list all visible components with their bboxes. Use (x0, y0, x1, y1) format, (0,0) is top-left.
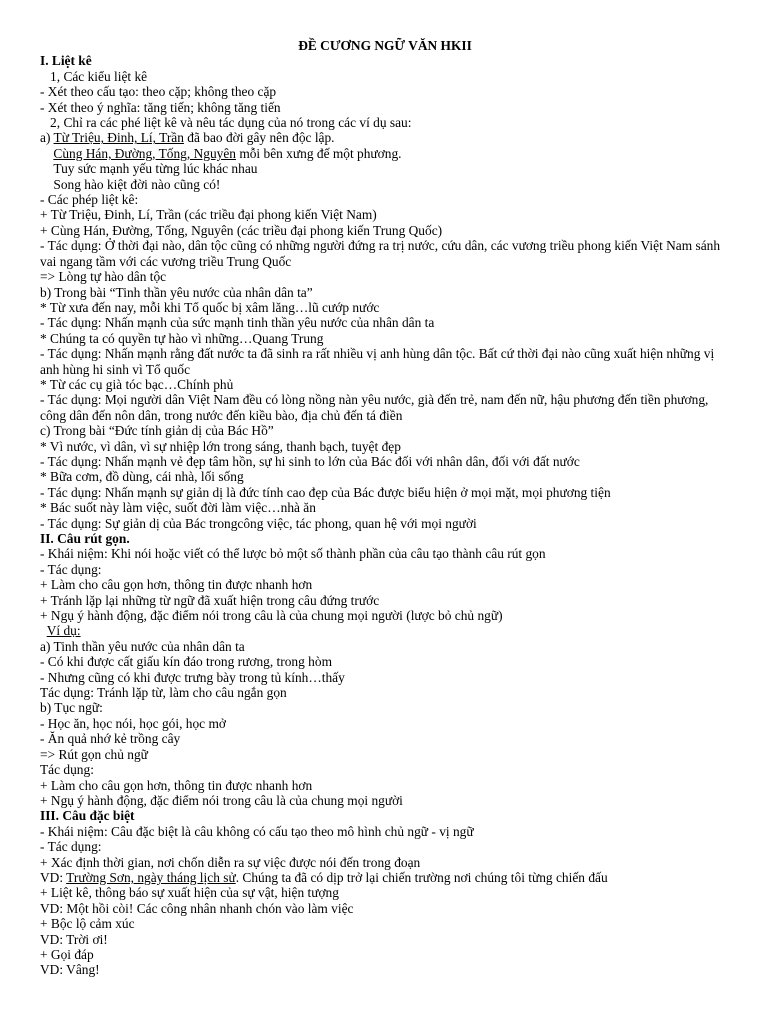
text-segment: - Tác dụng: (40, 561, 102, 577)
text-line (40, 69, 730, 84)
text-line (40, 346, 730, 377)
text-segment: + Xác định thời gian, nơi chốn diễn ra sự việc được nói đến trong đoạn (40, 854, 421, 870)
text-line (40, 962, 730, 977)
text-segment: - Học ăn, học nói, học gói, học mở (40, 715, 226, 731)
text-segment: - Tác dụng: Nhấn mạnh của sức mạnh tinh thần yêu nước của nhân dân ta (40, 315, 435, 331)
text-segment: - Xét theo ý nghĩa: tăng tiến; không tăng tiến (40, 99, 281, 115)
text-segment: b) Tục ngữ: (40, 700, 103, 716)
page-title: ĐỀ CƯƠNG NGỮ VĂN HKII (298, 38, 472, 53)
text-line (40, 839, 730, 854)
text-line (40, 500, 730, 515)
text-segment: đã bao đời gây nên độc lập. (183, 130, 335, 146)
text-segment: - Tác dụng: Sự giản dị của Bác trongcông việc, tác phong, quan hệ với mọi người (40, 515, 477, 531)
section-heading (40, 531, 730, 546)
text-line (40, 855, 730, 870)
text-line (40, 439, 730, 454)
text-segment: - Tác dụng: Ở thời đại nào, dân tộc cũng có những người đứng ra trị nước, cứu dân, các vương triều phong kiến Việt Nam sánh vai ngang tầm với các vương triều Trung Quốc (40, 238, 724, 269)
text-segment: - Có khi được cất giấu kín đáo trong rương, trong hòm (40, 654, 332, 670)
text-line (40, 392, 730, 423)
text-segment: - Các phép liệt kê: (40, 192, 139, 208)
text-line (40, 562, 730, 577)
text-segment: VD: Vâng! (40, 962, 100, 978)
text-segment: 2, Chỉ ra các phé liệt kê và nêu tác dụng của nó trong các ví dụ sau: (40, 115, 412, 131)
text-segment: Song hào kiệt đời nào cũng có! (40, 176, 221, 192)
text-segment: . Chúng ta đã có dịp trở lại chiến trường nơi chúng tôi từng chiến đấu (235, 869, 608, 885)
text-line (40, 762, 730, 777)
text-line (40, 793, 730, 808)
bold-text: III. Câu đặc biệt (40, 808, 135, 824)
text-line (40, 115, 730, 130)
text-line (40, 300, 730, 315)
text-segment: - Ăn quả nhớ kẻ trồng cây (40, 731, 181, 747)
text-segment: Tác dụng: Tránh lặp từ, làm cho câu ngắn gọn (40, 685, 287, 701)
text-segment: b) Trong bài “Tinh thần yêu nước của nhân dân ta” (40, 284, 313, 300)
text-line (40, 901, 730, 916)
section-heading (40, 808, 730, 823)
text-line (40, 207, 730, 222)
text-segment: a) (40, 130, 54, 146)
text-line (40, 778, 730, 793)
text-line (40, 454, 730, 469)
text-segment: - Tác dụng: (40, 839, 102, 855)
text-segment: Tác dụng: (40, 762, 94, 778)
text-line (40, 423, 730, 438)
text-line (40, 269, 730, 284)
text-line (40, 654, 730, 669)
text-segment: - Tác dụng: Nhấn mạnh sự giản dị là đức tính cao đẹp của Bác được biểu hiện ở mọi mặt, mọi phương tiện (40, 484, 611, 500)
text-segment: VD: (40, 869, 67, 885)
text-line (40, 700, 730, 715)
text-line (40, 84, 730, 99)
text-line (40, 485, 730, 500)
text-segment: VD: Một hồi còi! Các công nhân nhanh chón vào làm việc (40, 900, 354, 916)
underlined-text: Ví dụ: (46, 623, 81, 639)
text-line (40, 285, 730, 300)
text-segment: + Làm cho câu gọn hơn, thông tin được nhanh hơn (40, 777, 313, 793)
text-segment: * Bác suốt này làm việc, suốt đời làm việc…nhà ăn (40, 500, 316, 516)
text-line (40, 747, 730, 762)
text-line (40, 377, 730, 392)
text-line (40, 731, 730, 746)
text-line (40, 238, 730, 269)
text-segment: VD: Trời ơi! (40, 931, 108, 947)
document-page (40, 38, 730, 978)
text-segment: Tuy sức mạnh yếu từng lúc khác nhau (40, 161, 258, 177)
text-segment: - Nhưng cũng có khi được trưng bày trong tủ kính…thấy (40, 669, 345, 685)
text-segment: + Bộc lộ cảm xúc (40, 916, 135, 932)
text-segment: + Ngụ ý hành động, đặc điểm nói trong câu là của chung mọi người (40, 792, 403, 808)
text-line (40, 161, 730, 176)
text-segment: * Vì nước, vì dân, vì sự nhiệp lớn trong sáng, thanh bạch, tuyệt đẹp (40, 438, 401, 454)
text-segment: + Liệt kê, thông báo sự xuất hiện của sự vật, hiện tượng (40, 885, 339, 901)
text-line (40, 870, 730, 885)
text-segment: + Tránh lặp lại những từ ngữ đã xuất hiện trong câu đứng trước (40, 592, 380, 608)
underlined-text: Từ Triệu, Đinh, Lí, Trần (53, 130, 184, 146)
text-segment: * Chúng ta có quyền tự hào vì những…Quang Trung (40, 330, 324, 346)
text-segment (40, 146, 53, 161)
text-segment: + Ngụ ý hành động, đặc điểm nói trong câu là của chung mọi người (lược bỏ chủ ngữ) (40, 608, 503, 624)
text-line (40, 469, 730, 484)
text-line (40, 608, 730, 623)
text-segment: * Từ xưa đến nay, mỗi khi Tổ quốc bị xâm lăng…lũ cướp nước (40, 299, 380, 315)
text-segment: + Từ Triệu, Đinh, Lí, Trần (các triều đại phong kiến Việt Nam) (40, 207, 377, 223)
text-segment: + Cùng Hán, Đường, Tống, Nguyên (các triều đại phong kiến Trung Quốc) (40, 222, 443, 238)
text-line (40, 577, 730, 592)
text-line (40, 331, 730, 346)
text-segment: a) Tinh thần yêu nước của nhân dân ta (40, 638, 245, 654)
text-line (40, 685, 730, 700)
text-line (40, 593, 730, 608)
text-segment: - Khái niệm: Khi nói hoặc viết có thể lược bỏ một số thành phần của câu tạo thành câu rút gọn (40, 546, 546, 562)
text-segment: - Xét theo cấu tạo: theo cặp; không theo cặp (40, 84, 277, 100)
text-segment: * Bữa cơm, đồ dùng, cái nhà, lối sống (40, 469, 244, 485)
text-line (40, 546, 730, 561)
text-segment: - Tác dụng: Mọi người dân Việt Nam đều có lòng nồng nàn yêu nước, già đến trẻ, nam đến nữ, hậu phương đến tiền phương, công dân đến nôn dân, trong nước đến kiều bào, địa chủ đến tá điền (40, 392, 712, 423)
text-segment: + Gọi đáp (40, 946, 94, 962)
text-line (40, 146, 730, 161)
text-segment: 1, Các kiểu liệt kê (40, 68, 148, 84)
text-segment: => Lòng tự hào dân tộc (40, 269, 167, 285)
underlined-text: Cùng Hán, Đường, Tống, Nguyên (53, 145, 236, 161)
text-line (40, 916, 730, 931)
underlined-text: Trường Sơn, ngày tháng lịch sử (66, 869, 236, 885)
text-line (40, 516, 730, 531)
text-segment: - Khái niệm: Câu đặc biệt là câu không có cấu tạo theo mô hình chủ ngữ - vị ngữ (40, 823, 474, 839)
text-segment: - Tác dụng: Nhấn mạnh vẻ đẹp tâm hồn, sự hi sinh to lớn của Bác đối với nhân dân, đối với đất nước (40, 453, 580, 469)
text-line (40, 716, 730, 731)
text-line (40, 315, 730, 330)
text-line (40, 223, 730, 238)
text-segment: => Rút gọn chủ ngữ (40, 746, 148, 762)
text-line (40, 100, 730, 115)
text-line (40, 670, 730, 685)
text-segment (40, 623, 47, 638)
bold-text: II. Câu rút gọn. (40, 531, 130, 546)
text-line (40, 885, 730, 900)
text-line (40, 947, 730, 962)
text-line (40, 623, 730, 638)
text-segment: * Từ các cụ già tóc bạc…Chính phủ (40, 376, 234, 392)
text-line (40, 824, 730, 839)
document-body (40, 53, 730, 977)
bold-text: I. Liệt kê (40, 53, 92, 69)
text-line (40, 130, 730, 145)
text-line (40, 932, 730, 947)
text-segment: mỗi bên xưng đế một phương. (235, 145, 402, 161)
text-line (40, 177, 730, 192)
text-segment: - Tác dụng: Nhấn mạnh rằng đất nước ta đã sinh ra rất nhiều vị anh hùng dân tộc. Bất cứ thời đại nào cũng xuất hiện những vị anh hùng hi sinh vì Tổ quốc (40, 346, 718, 377)
text-segment: c) Trong bài “Đức tính giản dị của Bác Hồ” (40, 423, 274, 439)
text-segment: + Làm cho câu gọn hơn, thông tin được nhanh hơn (40, 577, 313, 593)
text-line (40, 192, 730, 207)
text-line (40, 639, 730, 654)
section-heading (40, 53, 730, 68)
